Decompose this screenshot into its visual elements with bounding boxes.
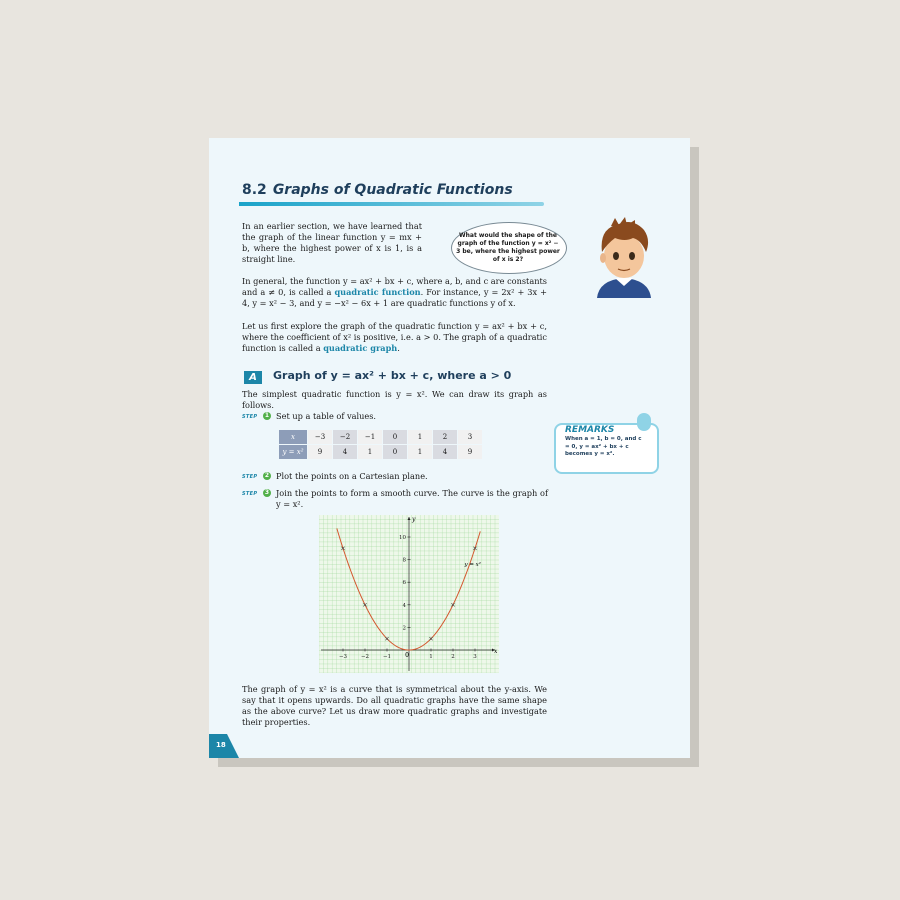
- table-cell: 9: [308, 445, 333, 460]
- y-tick-label: 2: [402, 625, 406, 632]
- origin-label: 0: [405, 652, 409, 659]
- table-header-x: x: [279, 430, 308, 445]
- section-title: [242, 182, 513, 198]
- x-axis-label: x: [494, 648, 498, 655]
- remarks-title: REMARKS: [565, 425, 615, 435]
- x-tick-label: −2: [360, 654, 370, 660]
- page-number: 18: [216, 741, 226, 749]
- quadratic-graph: [319, 515, 499, 673]
- keyword-quadratic-function: quadratic function: [334, 287, 421, 297]
- section-number: 8.2: [242, 182, 267, 198]
- table-cell: 4: [433, 445, 458, 460]
- step-1-text: Set up a table of values.: [276, 411, 377, 421]
- y-axis-label: y: [412, 516, 416, 523]
- x-tick-label: 1: [429, 654, 433, 660]
- step-2-text: Plot the points on a Cartesian plane.: [276, 471, 428, 481]
- step-2-label: STEP: [242, 474, 258, 480]
- remarks-text: When a = 1, b = 0, and c = 0, y = ax² + bx + c becomes y = x².: [565, 436, 642, 457]
- table-cell: 1: [408, 445, 433, 460]
- table-cell: −1: [358, 430, 383, 445]
- table-cell: −3: [308, 430, 333, 445]
- table-row-x: [279, 430, 483, 445]
- y-tick-label: 10: [399, 535, 406, 541]
- table-cell: 0: [383, 430, 408, 445]
- table-cell: 2: [433, 430, 458, 445]
- speech-bubble-text: What would the shape of the graph of the function y = x² − 3 be, where the highest power of x is 2?: [456, 232, 560, 263]
- subsection-letter: A: [244, 371, 262, 384]
- table-cell: 3: [458, 430, 483, 445]
- table-cell: 4: [333, 445, 358, 460]
- subsection-title: Graph of y = ax² + bx + c, where a > 0: [273, 369, 512, 382]
- x-tick-label: 2: [451, 654, 455, 660]
- remarks-figure-icon: [637, 413, 651, 431]
- section-title-text: Graphs of Quadratic Functions: [272, 182, 513, 198]
- step-2-number: 2: [264, 472, 270, 479]
- table-cell: 1: [358, 445, 383, 460]
- table-of-values: [278, 429, 483, 460]
- table-cell: −2: [333, 430, 358, 445]
- textbook-page: [209, 138, 690, 758]
- x-tick-label: −1: [382, 654, 392, 660]
- title-underline: [239, 202, 544, 206]
- step-3-text: Join the points to form a smooth curve. The curve is the graph of y = x².: [276, 488, 548, 509]
- intro-paragraph-3: Let us first explore the graph of the quadratic function y = ax² + bx + c, where the coefficient of x² is positive, i.e. a > 0. The graph of a quadratic function is called a quadratic graph.: [242, 321, 547, 353]
- y-tick-label: 4: [402, 602, 406, 609]
- table-cell: 1: [408, 430, 433, 445]
- table-header-y: y = x²: [279, 445, 308, 460]
- keyword-quadratic-graph: quadratic graph: [323, 343, 398, 353]
- y-tick-label: 8: [402, 557, 406, 564]
- x-tick-label: −3: [338, 654, 348, 660]
- table-row-y: [279, 445, 483, 460]
- intro-paragraph-1: In an earlier section, we have learned that the graph of the linear function y = mx + b, where the highest power of x is 1, is a straight line.: [242, 221, 422, 264]
- step-1-number: 1: [264, 412, 270, 419]
- simplest-function-text: The simplest quadratic function is y = x². We can draw its graph as follows.: [242, 389, 547, 410]
- curve-label: y = x²: [464, 562, 481, 568]
- boy-illustration: [589, 216, 659, 298]
- intro-paragraph-2: In general, the function y = ax² + bx + c, where a, b, and c are constants and a ≠ 0, is called a quadratic function. For instance, y = 2x² + 3x + 4, y = x² − 3, and y = −x² − 6x + 1 are quadratic functions y of x.: [242, 276, 547, 308]
- step-3-number: 3: [264, 489, 270, 496]
- step-1-label: STEP: [242, 414, 258, 420]
- table-cell: 0: [383, 445, 408, 460]
- step-3-label: STEP: [242, 491, 258, 497]
- x-tick-label: 3: [473, 654, 477, 660]
- table-cell: 9: [458, 445, 483, 460]
- y-tick-label: 6: [402, 580, 406, 587]
- conclusion-paragraph: The graph of y = x² is a curve that is symmetrical about the y-axis. We say that it opens upwards. Do all quadratic graphs have the same shape as the above curve? Let us draw more quadratic graphs and investigate their properties.: [242, 684, 547, 727]
